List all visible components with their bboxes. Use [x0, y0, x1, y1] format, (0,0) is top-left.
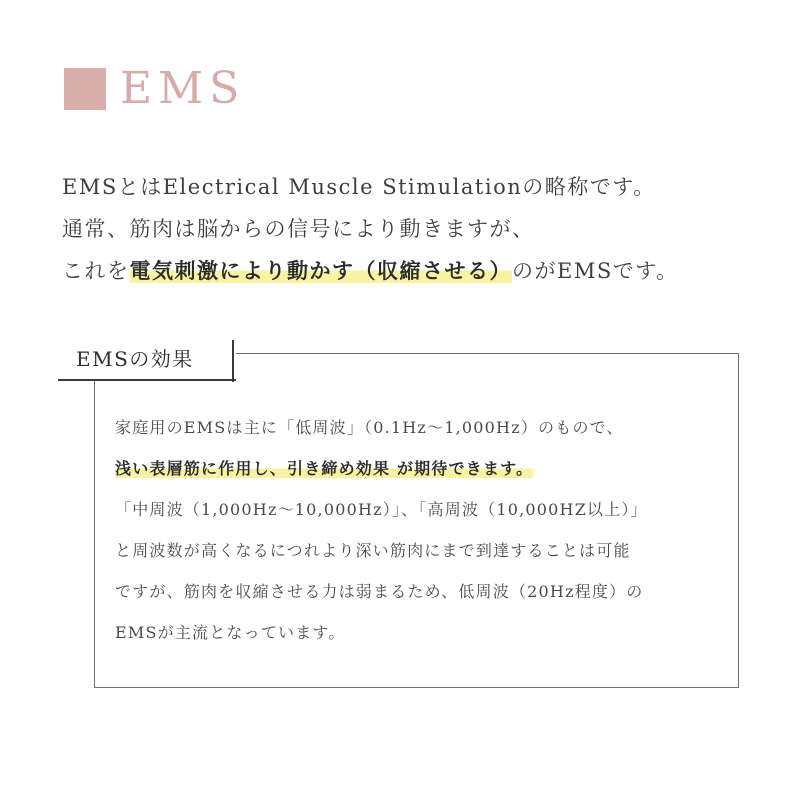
intro-line-2: 通常、筋肉は脳からの信号により動きますが、 — [62, 217, 535, 241]
effects-label-container — [58, 337, 236, 381]
label-divider — [232, 340, 234, 382]
title-square-icon — [64, 68, 106, 110]
effects-line-2 — [115, 448, 725, 489]
label-underline — [58, 379, 236, 381]
intro-line-1: EMSとはElectrical Muscle Stimulationの略称です。 — [62, 175, 656, 199]
effects-body — [115, 407, 725, 653]
effects-line-1: 家庭用のEMSは主に「低周波」（0.1Hz～1,000Hz）のもので、 — [115, 418, 624, 437]
effects-label: EMSの効果 — [76, 347, 194, 371]
effects-highlight: 浅い表層筋に作用し、引き締め効果 が期待できます。 — [115, 459, 534, 478]
intro-line-3-pre: これを — [62, 259, 130, 283]
intro-line-3-post: のがEMSです。 — [512, 259, 679, 283]
effects-line-4: と周波数が高くなるにつれより深い筋肉にまで到達することは可能 — [115, 541, 631, 560]
effects-line-6: EMSが主流となっています。 — [115, 623, 346, 642]
effects-line-5: ですが、筋肉を収縮させる力は弱まるため、低周波（20Hz程度）の — [115, 582, 644, 601]
effects-line-3: 「中周波（1,000Hz～10,000Hz）」、「高周波（10,000HZ以上）」 — [115, 500, 648, 519]
intro-paragraph — [62, 166, 782, 292]
intro-highlight: 電気刺激により動かす（収縮させる） — [129, 258, 512, 283]
page-title — [64, 64, 245, 114]
intro-line-3 — [62, 250, 782, 292]
title-text: EMS — [120, 63, 246, 114]
